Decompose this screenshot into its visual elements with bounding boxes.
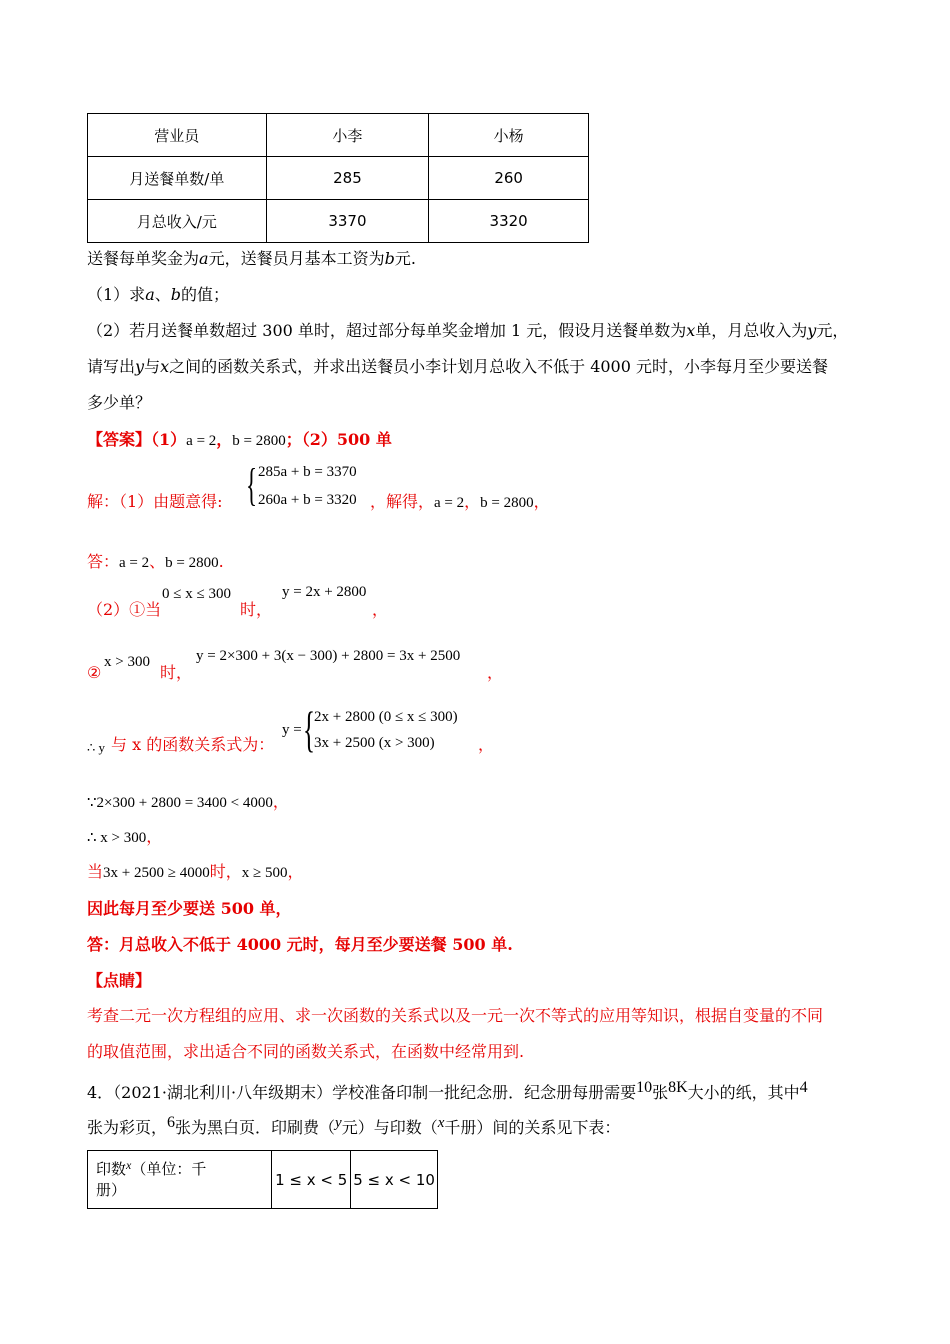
case2-prefix: ②	[87, 663, 102, 682]
question-2-line2: 请写出y与x之间的函数关系式，并求出送餐员小李计划月总收入不低于 4000 元时，小李每月至少要送餐	[87, 357, 829, 376]
case1-condition: 0 ≤ x ≤ 300	[162, 586, 231, 602]
func-therefore: ∴ y	[87, 740, 106, 755]
brace-icon: {	[246, 459, 258, 510]
table-header-cell: 小杨	[429, 114, 589, 157]
table-header-cell: 印数$^x$（单位：千 册）	[88, 1151, 272, 1209]
table-header-cell: 小李	[266, 114, 429, 157]
conclusion-2: 答：月总收入不低于 4000 元时，每月至少要送餐 500 单.	[87, 935, 513, 954]
case2-condition: x > 300	[104, 654, 150, 670]
when-line: 当3x + 2500 ≥ 4000时，x ≥ 500，	[87, 862, 304, 881]
case1-prefix: （2）①当	[87, 600, 162, 619]
comment-label: 【点睛】	[87, 971, 152, 990]
problem-line: 送餐每单奖金为a元，送餐员月基本工资为b元.	[87, 249, 416, 268]
func-end: ，	[478, 735, 495, 754]
answer-1-line: 答：a = 2、b = 2800.	[87, 552, 224, 571]
brace-icon: {	[303, 701, 315, 757]
delivery-table	[87, 113, 589, 243]
case1-equation: y = 2x + 2800	[282, 584, 367, 600]
answer-label: 【答案】	[87, 430, 152, 449]
table-header-cell: 5 ≤ x < 10	[351, 1151, 438, 1209]
comment-line1: 考查二元一次方程组的应用、求一次函数的关系式以及一元一次不等式的应用等知识，根据自变量的不同	[87, 1006, 824, 1025]
case2-end: ，	[487, 663, 504, 682]
func-row2: 3x + 2500 (x > 300)	[314, 735, 435, 751]
func-y: y =	[282, 722, 302, 738]
comment-line2: 的取值范围，求出适合不同的函数关系式，在函数中经常用到.	[87, 1042, 525, 1061]
solve-line: ，解得，a = 2，b = 2800，	[370, 492, 550, 511]
case2-when: 时，	[160, 663, 193, 682]
question-2-line1: （2）若月送餐单数超过 300 单时，超过部分每单奖金增加 1 元，假设月送餐单数为x单，月总收入为y元，	[87, 321, 849, 340]
case2-equation: y = 2×300 + 3(x − 300) + 2800 = 3x + 2500	[196, 648, 461, 664]
solution-prefix: 解：（1）由题意得:	[87, 492, 223, 511]
table-header-cell: 1 ≤ x < 5	[272, 1151, 351, 1209]
because-line: ∵2×300 + 2800 = 3400 < 4000，	[87, 792, 289, 811]
case1-end: ，	[372, 600, 389, 619]
question-1: （1）求a、b的值；	[87, 285, 230, 304]
problem4-line1: 4．（2021·湖北利川·八年级期末）学校准备印制一批纪念册．纪念册每册需要10张8K大小的纸，其中4	[87, 1079, 808, 1102]
conclusion-1: 因此每月至少要送 500 单，	[87, 899, 292, 918]
table-cell: 260	[429, 157, 589, 200]
system-eq2: 260a + b = 3320	[258, 492, 357, 508]
table-header-cell: 营业员	[88, 114, 267, 157]
answer-line: 【答案】（1）a = 2，b = 2800；（2）500 单	[87, 430, 392, 449]
func-row1: 2x + 2800 (0 ≤ x ≤ 300)	[314, 709, 458, 725]
table-cell: 月送餐单数/单	[88, 157, 267, 200]
problem4-line2: 张为彩页，6张为黑白页．印刷费（y元）与印数（x千册）间的关系见下表：	[87, 1114, 621, 1137]
table-cell: 3370	[266, 200, 429, 243]
therefore-line: ∴ x > 300，	[87, 827, 163, 846]
func-text: 与 x 的函数关系式为：	[111, 735, 275, 754]
table-cell: 285	[266, 157, 429, 200]
system-eq1: 285a + b = 3370	[258, 464, 357, 480]
table-cell: 3320	[429, 200, 589, 243]
question-2-line3: 多少单？	[87, 393, 152, 412]
table-cell: 月总收入/元	[88, 200, 267, 243]
case1-when: 时，	[240, 600, 273, 619]
print-cost-table	[87, 1150, 438, 1209]
